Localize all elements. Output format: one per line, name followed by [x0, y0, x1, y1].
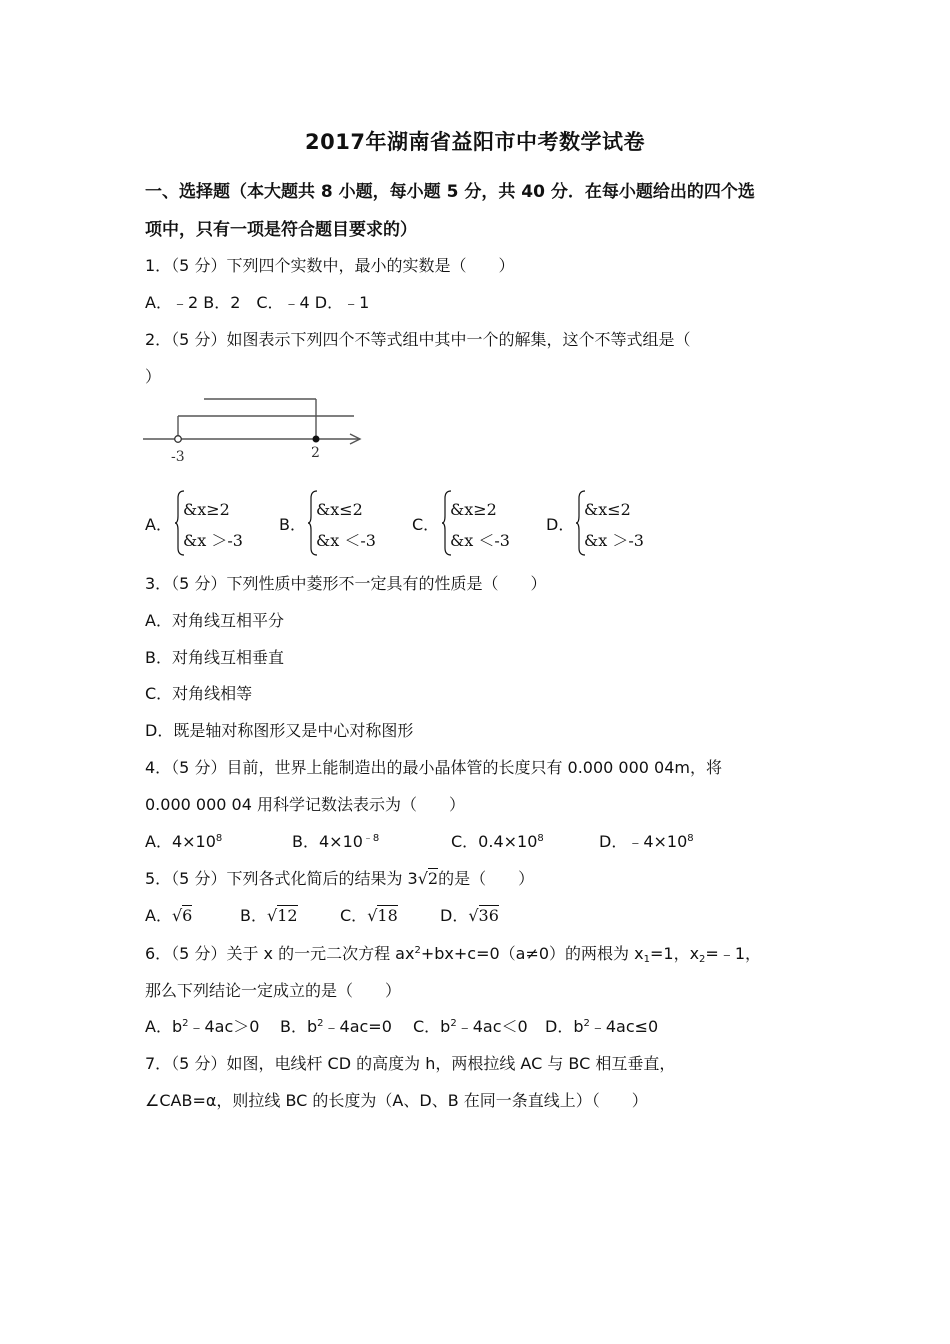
question-3-option-b: B．对角线互相垂直: [145, 648, 284, 667]
question-7-stem-line-2: ∠CAB=α，则拉线 BC 的长度为（A、D、B 在同一条直线上）（ ）: [145, 1091, 648, 1110]
system-row-2: &x ＞-3: [183, 531, 243, 550]
system-row-2: &x ＞-3: [584, 531, 644, 550]
question-6-stem-line-2: 那么下列结论一定成立的是（ ）: [145, 981, 402, 1000]
question-4-option-b: B．$4\times 10^{﹣8}$: [292, 832, 380, 851]
question-5-options: [145, 905, 565, 927]
question-5-option-a: A．√6: [145, 906, 193, 925]
option-letter: C．: [412, 515, 440, 534]
solution-set-lines: [178, 399, 354, 439]
question-4-options: [145, 831, 765, 853]
question-5-option-d: D．√36: [440, 906, 499, 925]
question-4-stem-line-2: 0.000 000 04 用科学记数法表示为（ ）: [145, 795, 465, 814]
radical-sign-icon: √: [171, 906, 183, 925]
axis-label-right: 2: [311, 445, 320, 461]
question-3-option-d: D．既是轴对称图形又是中心对称图形: [145, 721, 414, 740]
question-3-option-c: C．对角线相等: [145, 684, 253, 703]
question-4-option-a: A．$4\times 10^8$: [145, 832, 223, 851]
question-6-option-c: C．$b^2﹣4ac<0$: [413, 1017, 528, 1036]
question-6-option-d: D．$b^2﹣4ac\le 0$: [545, 1017, 659, 1036]
closed-point: [313, 436, 320, 443]
question-6-option-a: A．$b^2﹣4ac>0$: [145, 1017, 260, 1036]
section-heading-line-1: 一、选择题（本大题共 8 小题，每小题 5 分，共 40 分．在每小题给出的四个选: [145, 182, 755, 202]
radical-sign-icon: √: [367, 906, 378, 925]
question-4-stem-line-1: 4．（5 分）目前，世界上能制造出的最小晶体管的长度只有 0.000 000 04m，将: [145, 758, 722, 777]
system-row-1: &x≤2: [316, 500, 363, 519]
question-6-stem-line-1: 6．（5 分）关于 x 的一元二次方程 $ax^2+bx+c=0(a\ne 0)$的两根为 $x_1=1$，$x_2=﹣1$，: [145, 944, 762, 965]
question-6-options: [145, 1016, 705, 1038]
radical-sign-icon: √: [468, 906, 479, 925]
option-letter: A．: [145, 515, 172, 534]
question-2-stem-line-2: ）: [145, 367, 162, 386]
question-5-stem: 5．（5 分）下列各式化简后的结果为 3√2的是（ ）: [145, 869, 535, 888]
option-letter: D．: [546, 515, 575, 534]
question-3-stem: 3．（5 分）下列性质中菱形不一定具有的性质是（ ）: [145, 574, 547, 593]
open-point: [175, 436, 182, 443]
radical-sign-icon: √: [266, 906, 278, 925]
question-1-stem: 1．（5 分）下列四个实数中，最小的实数是（ ）: [145, 256, 515, 275]
system-row-2: &x ＜-3: [316, 531, 376, 550]
question-5-option-c: C．√18: [340, 906, 398, 925]
question-1-options: A．﹣2 B．2 C．﹣4 D．﹣1: [145, 293, 370, 312]
question-5-option-b: B．√12: [240, 906, 298, 925]
section-heading-line-2: 项中，只有一项是符合题目要求的）: [145, 220, 417, 240]
number-line-figure: [140, 395, 370, 467]
page-title: 2017年湖南省益阳市中考数学试卷: [305, 130, 645, 154]
system-row-1: &x≥2: [183, 500, 230, 519]
option-letter: B．: [279, 515, 306, 534]
question-6-option-b: B．$b^2﹣4ac=0$: [280, 1017, 392, 1036]
question-4-option-c: C．$0.4\times 10^8$: [451, 832, 544, 851]
question-4-option-d: D．$﹣4\times 10^8$: [599, 832, 694, 851]
system-row-1: &x≤2: [584, 500, 631, 519]
question-3-option-a: A．对角线互相平分: [145, 611, 284, 630]
system-row-2: &x ＜-3: [450, 531, 510, 550]
question-2-stem-line-1: 2．（5 分）如图表示下列四个不等式组中其中一个的解集，这个不等式组是（: [145, 330, 691, 349]
radical-sign-icon: √: [417, 869, 428, 888]
system-row-1: &x≥2: [450, 500, 497, 519]
question-7-stem-line-1: 7．（5 分）如图，电线杆 CD 的高度为 h，两根拉线 AC 与 BC 相互垂直，: [145, 1054, 676, 1073]
axis-label-left: -3: [171, 449, 185, 465]
